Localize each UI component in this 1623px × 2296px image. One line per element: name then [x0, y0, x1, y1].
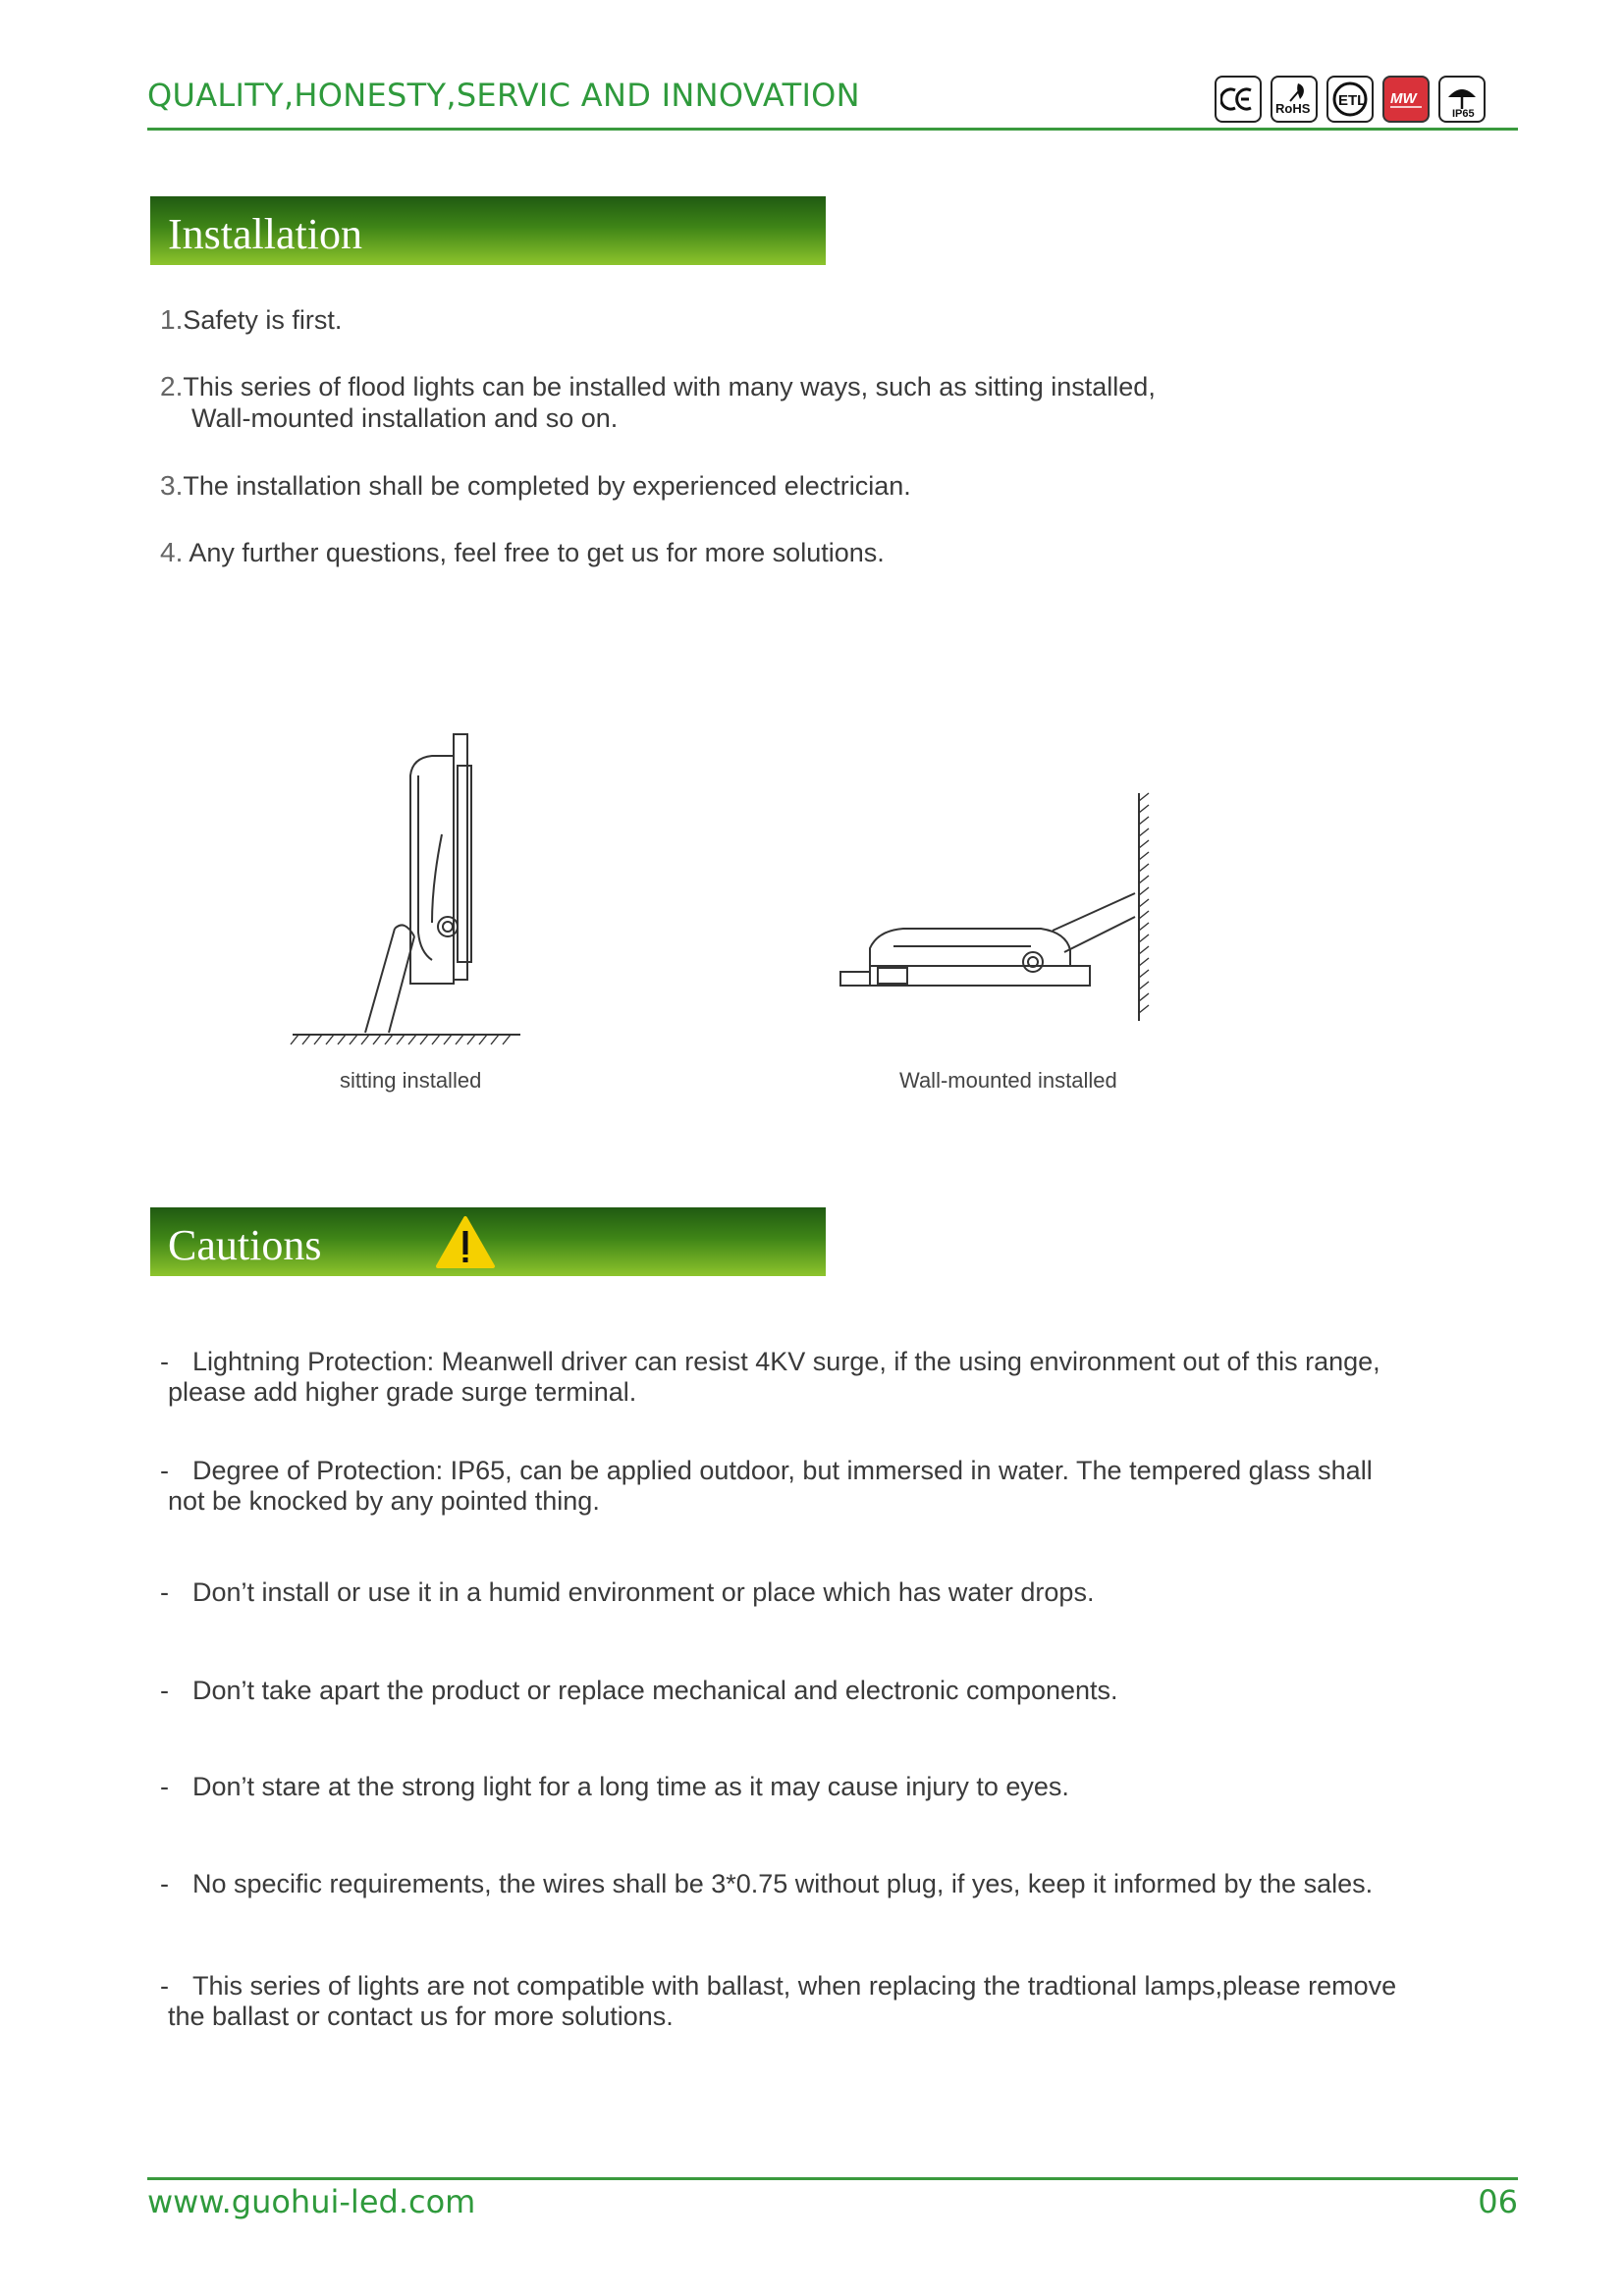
- footer-divider: [147, 2177, 1518, 2180]
- cautions-heading-bar: [150, 1207, 826, 1276]
- installation-title: Installation: [168, 210, 362, 258]
- installation-heading-bar: [150, 196, 826, 265]
- meanwell-icon: [1382, 76, 1430, 123]
- certification-icons: [1215, 76, 1486, 123]
- installation-item-2-cont: Wall-mounted installation and so on.: [191, 403, 619, 433]
- caution-item-7: - This series of lights are not compatible with ballast, when replacing the tradtional lamps,please remove: [160, 1971, 1397, 2001]
- caution-item-3: - Don’t install or use it in a humid environment or place which has water drops.: [160, 1577, 1095, 1607]
- sitting-installed-diagram: [285, 726, 530, 1050]
- ip65-umbrella-icon: [1438, 76, 1486, 123]
- footer-website-link[interactable]: www.guohui-led.com: [147, 2183, 476, 2220]
- installation-item-2: 2.This series of flood lights can be installed with many ways, such as sitting installed,: [160, 371, 1156, 401]
- svg-text:IP65: IP65: [1452, 108, 1475, 119]
- rohs-icon: [1271, 76, 1318, 123]
- cautions-title: Cautions: [168, 1221, 322, 1269]
- caption-sitting-installed: sitting installed: [340, 1068, 482, 1093]
- caution-item-4: - Don’t take apart the product or replace mechanical and electronic components.: [160, 1676, 1118, 1705]
- warning-triangle-icon: [435, 1215, 496, 1270]
- header-tagline: QUALITY,HONESTY,SERVIC AND INNOVATION: [147, 77, 860, 114]
- installation-item-1: 1.Safety is first.: [160, 304, 343, 335]
- caution-item-2: - Degree of Protection: IP65, can be applied outdoor, but immersed in water. The tempered glass shall: [160, 1456, 1373, 1485]
- caution-item-1-cont: please add higher grade surge terminal.: [168, 1377, 637, 1407]
- header-divider: [147, 128, 1518, 131]
- svg-text:ETL: ETL: [1338, 92, 1367, 109]
- caution-item-7-cont: the ballast or contact us for more solutions.: [168, 2002, 674, 2031]
- ce-mark-icon: [1215, 76, 1262, 123]
- installation-item-4: 4. Any further questions, feel free to get us for more solutions.: [160, 537, 885, 567]
- caution-item-2-cont: not be knocked by any pointed thing.: [168, 1486, 600, 1516]
- wall-mounted-diagram: [835, 785, 1159, 1031]
- installation-item-3: 3.The installation shall be completed by experienced electrician.: [160, 470, 911, 501]
- caution-item-5: - Don’t stare at the strong light for a long time as it may cause injury to eyes.: [160, 1772, 1069, 1801]
- svg-text:MW: MW: [1390, 90, 1417, 107]
- caution-item-1: - Lightning Protection: Meanwell driver can resist 4KV surge, if the using environment out of this range,: [160, 1347, 1380, 1376]
- page-number: 06: [1478, 2183, 1518, 2220]
- caption-wall-mounted: Wall-mounted installed: [899, 1068, 1117, 1093]
- caution-item-6: - No specific requirements, the wires shall be 3*0.75 without plug, if yes, keep it informed by the sales.: [160, 1869, 1374, 1898]
- etl-icon: [1326, 76, 1374, 123]
- svg-text:RoHS: RoHS: [1275, 101, 1311, 116]
